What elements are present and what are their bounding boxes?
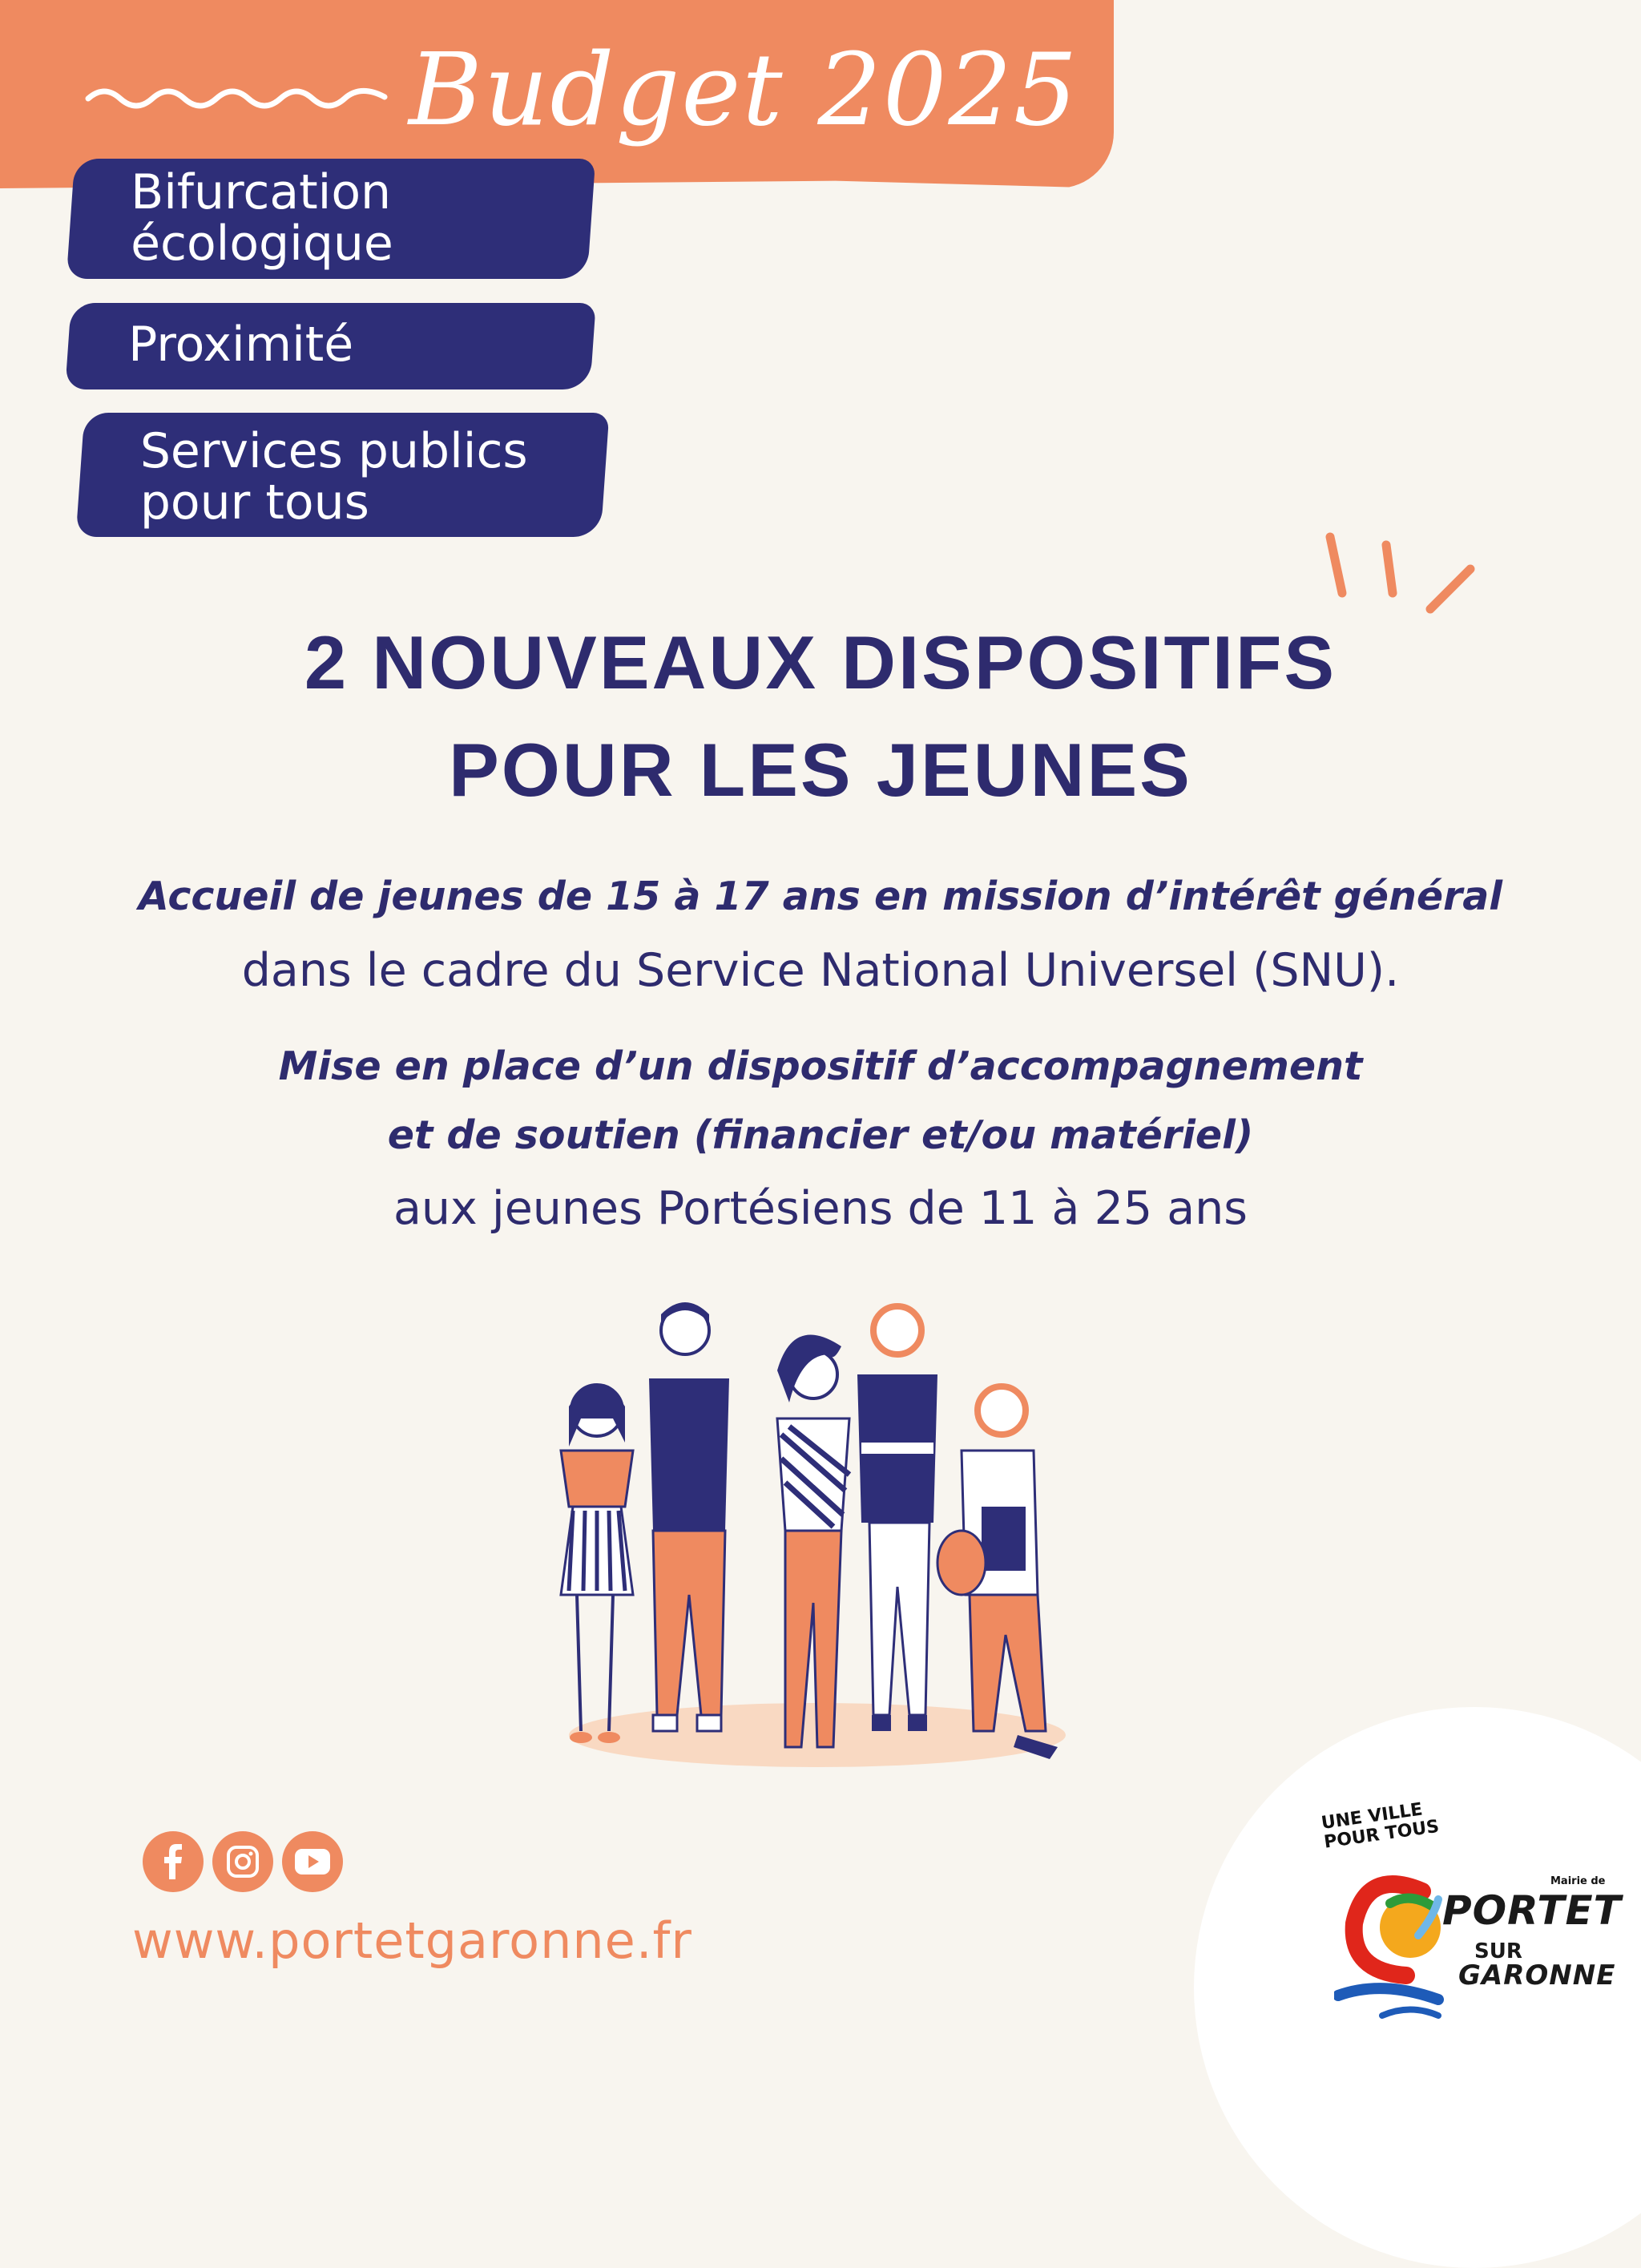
- theme-label: Services publics pour tous: [139, 423, 528, 531]
- person-4-figure: [857, 1306, 937, 1731]
- logo-garonne-label: GARONNE: [1458, 1959, 1616, 1992]
- person-5-figure: [937, 1386, 1058, 1759]
- wave-decoration: [84, 76, 389, 116]
- website-link[interactable]: www.portetgaronne.fr: [132, 1911, 692, 1970]
- theme-pill-bifurcation: [67, 159, 595, 279]
- theme-label: Proximité: [128, 317, 354, 373]
- logo-tagline: UNE VILLE POUR TOUS: [1320, 1799, 1441, 1853]
- logo-mairie-label: Mairie de: [1550, 1875, 1606, 1887]
- logo-sur-label: SUR: [1474, 1939, 1522, 1963]
- person-1-figure: [561, 1385, 633, 1744]
- facebook-icon[interactable]: [143, 1831, 204, 1892]
- instagram-icon[interactable]: [212, 1831, 273, 1892]
- measure-1-text: dans le cadre du Service National Universel (SNU).: [241, 944, 1400, 997]
- theme-pill-proximite: [65, 303, 596, 389]
- main-headline: [0, 609, 1641, 824]
- sparkle-decoration: [1322, 529, 1482, 617]
- measure-2-title-line2: et de soutien (financier et/ou matériel): [387, 1112, 1254, 1158]
- youth-group-illustration: [513, 1298, 1122, 1795]
- headline-line: POUR LES JEUNES: [449, 728, 1192, 812]
- headline-line: 2 NOUVEAUX DISPOSITIFS: [304, 620, 1337, 704]
- budget-title: Budget 2025: [409, 32, 1079, 148]
- logo-city-name: PORTET: [1442, 1887, 1622, 1934]
- theme-pill-services-publics: [76, 413, 610, 537]
- youtube-icon[interactable]: [282, 1831, 343, 1892]
- person-3-figure: [777, 1334, 849, 1747]
- measure-1-title: Accueil de jeunes de 15 à 17 ans en mission d’intérêt général: [138, 874, 1503, 919]
- theme-label: Bifurcation écologique: [131, 164, 393, 272]
- measure-2-title-line1: Mise en place d’un dispositif d’accompagnement: [278, 1043, 1363, 1089]
- person-2-figure: [649, 1302, 729, 1731]
- measure-2-text: aux jeunes Portésiens de 11 à 25 ans: [393, 1182, 1248, 1235]
- city-logo-icon: [1334, 1859, 1462, 2020]
